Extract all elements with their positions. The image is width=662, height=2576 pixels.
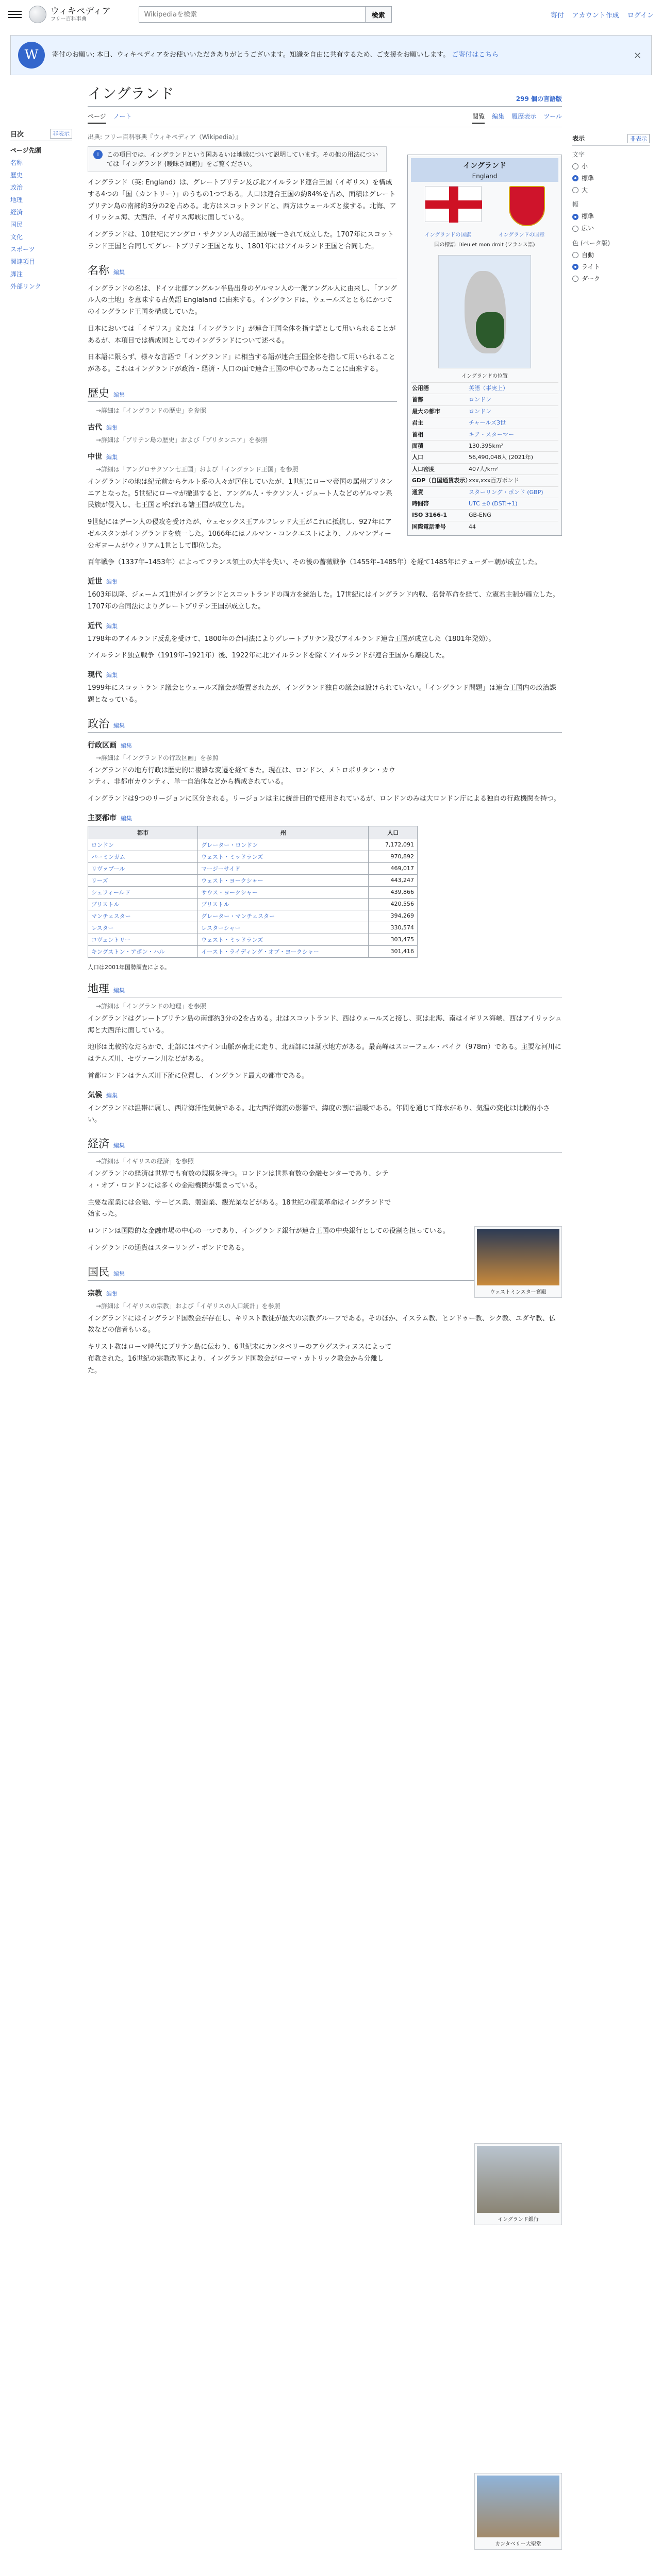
- hatnote: i この項目では、イングランドという国あるいは地域について説明しています。その他の用法については「イングランド (曖昧さ回避)」をご覧ください。: [88, 146, 387, 172]
- paragraph: 日本においては「イギリス」または「イングランド」が連合王国全体を指す語として用いられることがあるが、本項目では構成国としてのイングランドについて述べる。: [88, 325, 396, 345]
- edit-link[interactable]: 編集: [106, 672, 118, 679]
- toc-item-related[interactable]: 関連項目: [10, 258, 36, 265]
- paragraph: イングランドは9つのリージョンに区分される。リージョンは主に統計目的で使用されているが、ロンドンのみは大ロンドン庁による独自の行政機関を持つ。: [88, 795, 560, 803]
- motto: 国の標語: Dieu et mon droit (フランス語): [434, 242, 535, 248]
- site-tagline: フリー百科事典: [51, 16, 87, 22]
- wikipedia-globe-icon: [29, 6, 46, 23]
- paragraph: イングランドは温帯に属し、西岸海洋性気候である。北大西洋海流の影響で、緯度の割に温暖である。年間を通じて降水があり、気温の変化は比較的小さい。: [88, 1104, 550, 1124]
- main-content: [88, 82, 562, 1382]
- info-icon: i: [93, 150, 103, 159]
- color-dark[interactable]: ダーク: [572, 273, 650, 285]
- create-account-link[interactable]: アカウント作成: [572, 11, 619, 20]
- see-also: →詳細は「イングランドの行政区画」を参照: [96, 754, 219, 761]
- toc-item-name[interactable]: 名称: [10, 159, 23, 166]
- table-note: 人口は2001年国勢調査による。: [88, 963, 170, 971]
- article-body: [88, 177, 397, 552]
- westminster-thumb[interactable]: [474, 1226, 562, 1298]
- table-row: シェフィールド サウス・ヨークシャー 439,866: [88, 886, 418, 898]
- paragraph: 1603年以降、ジェームズ1世がイングランドとスコットランドの両方を統治した。17世紀にはイングランド内戦、名誉革命を経て、立憲君主制が確立した。1707年の合同法によりグレートブリテン王国が成立した。: [88, 591, 559, 611]
- header-bar: [0, 0, 662, 29]
- tab-edit[interactable]: 編集: [492, 113, 505, 120]
- column-header: 都市: [88, 826, 198, 839]
- infobox-row: 公用語 英語（事実上）: [411, 382, 558, 394]
- edit-link[interactable]: 編集: [113, 1142, 125, 1149]
- text-size-standard[interactable]: 標準: [572, 173, 650, 184]
- main-menu-icon[interactable]: [8, 8, 22, 21]
- subsection-heading-admin: 行政区画 編集: [88, 741, 132, 750]
- section-heading-politics: 政治 編集: [88, 716, 562, 733]
- table-row: ブリストル ブリストル 420,556: [88, 898, 418, 910]
- subsection-heading-medieval: 中世 編集: [88, 452, 118, 461]
- subsection-heading-contemporary: 現代 編集: [88, 671, 118, 679]
- infobox-row: 人口 56,490,048人 (2021年): [411, 451, 558, 463]
- donate-link[interactable]: 寄付: [550, 11, 564, 20]
- see-also: →詳細は「イギリスの宗教」および「イギリスの人口統計」を参照: [96, 1302, 280, 1310]
- paragraph: キリスト教はローマ時代にブリテン島に伝わり、6世紀末にカンタベリーのアウグスティヌスによって布教された。16世紀の宗教改革により、イングランド国教会がローマ・カトリック教会から分離した。: [88, 1343, 392, 1375]
- paragraph: ロンドンは国際的な金融市場の中心の一つであり、イングランド銀行が連合王国の中央銀行としての役割を担っている。: [88, 1227, 450, 1235]
- tab-article[interactable]: ページ: [88, 112, 106, 124]
- see-also: →詳細は「アングロサクソン七王国」および「イングランド王国」を参照: [96, 465, 299, 473]
- table-row: マンチェスター グレーター・マンチェスター 394,269: [88, 910, 418, 922]
- paragraph: 9世紀にはデーン人の侵攻を受けたが、ウェセックス王アルフレッド大王がこれに抵抗し、927年にアゼルスタンがイングランドを統一した。1066年にはノルマン・コンクエストにより、ノルマンディー公ギヨームがウィリアム1世として即位した。: [88, 518, 392, 550]
- edit-link[interactable]: 編集: [106, 579, 118, 585]
- infobox-row: 国際電話番号 44: [411, 521, 558, 532]
- infobox-row: 最大の都市 ロンドン: [411, 405, 558, 417]
- edit-link[interactable]: 編集: [113, 987, 125, 994]
- toc-item-sports[interactable]: スポーツ: [10, 246, 35, 253]
- infobox-subtitle: England: [411, 173, 558, 182]
- tab-read[interactable]: 閲覧: [472, 112, 485, 124]
- edit-link[interactable]: 編集: [113, 722, 125, 729]
- toc-hide-button[interactable]: 非表示: [50, 129, 72, 139]
- section-heading-name: 名称 編集: [88, 262, 397, 279]
- edit-link[interactable]: 編集: [106, 1290, 118, 1297]
- coa-caption[interactable]: イングランドの国章: [498, 232, 545, 238]
- tab-history[interactable]: 履歴表示: [511, 113, 537, 120]
- table-row: レスター レスターシャー 330,574: [88, 922, 418, 934]
- toc-item-top[interactable]: ページ先頭: [10, 147, 41, 154]
- tab-tools[interactable]: ツール: [543, 113, 562, 120]
- paragraph: イングランドの地は紀元前からケルト系の人々が居住していたが、1世紀にローマ帝国の属州ブリタンニアとなった。5世紀にローマが撤退すると、アングル人・サクソン人・ジュート人などのゲルマン系民族が侵入し、七王国と呼ばれる諸王国が成立した。: [88, 478, 393, 510]
- infobox-row: 面積 130,395km²: [411, 440, 558, 451]
- text-size-label: 文字: [572, 151, 585, 158]
- paragraph: イングランドの経済は世界でも有数の規模を持つ。ロンドンは世界有数の金融センターであり、シティ・オブ・ロンドンには多くの金融機関が集まっている。: [88, 1170, 389, 1190]
- table-row: ロンドン グレーター・ロンドン 7,172,091: [88, 839, 418, 851]
- text-size-small[interactable]: 小: [572, 161, 650, 173]
- infobox-row: GDP（自国通貨表示） xxx,xxx百万ポンド: [411, 474, 558, 486]
- toc-item-geography[interactable]: 地理: [10, 196, 23, 204]
- page-title: イングランド: [88, 85, 174, 102]
- subsection-heading-cities: 主要都市 編集: [88, 814, 132, 822]
- table-row: コヴェントリー ウェスト・ミッドランズ 303,475: [88, 934, 418, 945]
- site-logo[interactable]: [29, 6, 111, 23]
- toc-item-people[interactable]: 国民: [10, 221, 23, 228]
- site-name: ウィキペディア: [51, 6, 111, 17]
- banner-message: 寄付のお願い: 本日、ウィキペディアをお使いいただきありがとうございます。知識を自由に共有するため、ご支援をお願いします。: [52, 50, 450, 59]
- width-wide[interactable]: 広い: [572, 223, 650, 234]
- england-flag-image[interactable]: [425, 186, 482, 222]
- table-row: キングストン・アポン・ハル イースト・ライディング・オブ・ヨークシャー 301,416: [88, 945, 418, 957]
- toc-item-economy[interactable]: 経済: [10, 209, 23, 216]
- infobox: [407, 155, 562, 536]
- bank-thumb[interactable]: [474, 2143, 562, 2225]
- toc-item-notes[interactable]: 脚注: [10, 270, 23, 278]
- wikipedia-w-icon: W: [18, 42, 45, 69]
- column-header: 人口: [369, 826, 418, 839]
- paragraph: イングランドの通貨はスターリング・ポンドである。: [88, 1244, 249, 1252]
- paragraph: イングランドにはイングランド国教会が存在し、キリスト教徒が最大の宗教グループである。そのほか、イスラム教、ヒンドゥー教、シク教、ユダヤ教、仏教などの信者もいる。: [88, 1314, 556, 1334]
- color-label: 色 (ベータ版): [572, 239, 610, 247]
- see-also: →詳細は「ブリテン島の歴史」および「ブリタンニア」を参照: [96, 436, 268, 444]
- section-heading-economy: 経済 編集: [88, 1136, 562, 1153]
- infobox-row: 通貨 スターリング・ポンド (GBP): [411, 486, 558, 498]
- coat-of-arms-image[interactable]: [509, 186, 545, 226]
- section-heading-geography: 地理 編集: [88, 980, 562, 997]
- flag-caption[interactable]: イングランドの国旗: [424, 232, 471, 238]
- page-source-note: 出典: フリー百科事典『ウィキペディア（Wikipedia）』: [88, 133, 242, 141]
- table-row: リヴァプール マージーサイド 469,017: [88, 862, 418, 874]
- subsection-heading-climate: 気候 編集: [88, 1091, 118, 1099]
- infobox-row: 人口密度 407人/km²: [411, 463, 558, 474]
- map-caption: イングランドの位置: [461, 374, 508, 379]
- subsection-heading-modern: 近代 編集: [88, 621, 118, 630]
- table-row: リーズ ウェスト・ヨークシャー 443,247: [88, 874, 418, 886]
- thumb-caption: ウェストミンスター宮殿: [490, 1290, 547, 1295]
- infobox-row: 時間帯 UTC ±0 (DST:+1): [411, 498, 558, 509]
- toc-item-history[interactable]: 歴史: [10, 172, 23, 179]
- tab-talk[interactable]: ノート: [113, 113, 132, 120]
- section-heading-history: 歴史 編集: [88, 385, 397, 402]
- edit-link[interactable]: 編集: [113, 1270, 125, 1277]
- edit-link[interactable]: 編集: [106, 622, 118, 630]
- paragraph: イングランドはグレートブリテン島の南部約3分の2を占める。北はスコットランド、西はウェールズと接し、東は北海、南はイギリス海峡、西はアイリッシュ海と大西洋に面している。: [88, 1014, 562, 1035]
- close-icon[interactable]: ×: [634, 49, 642, 61]
- paragraph: イングランドの名は、ドイツ北部アングルン半島出身のゲルマン人の一派アングル人に由来し、「アングル人の土地」を意味する古英語 Englaland に由来する。イングランドは、ウェールズとともにかつてのイングランド王国を構成していた。: [88, 284, 397, 316]
- color-light[interactable]: ライト: [572, 261, 650, 273]
- paragraph: 首都ロンドンはテムズ川下流に位置し、イングランド最大の都市である。: [88, 1072, 309, 1080]
- city-table: [88, 826, 418, 958]
- search-input[interactable]: [139, 6, 366, 23]
- paragraph: 百年戦争（1337年–1453年）によってフランス領土の大半を失い、その後の薔薇戦争（1455年–1485年）を経て1485年にテューダー朝が成立した。: [88, 558, 541, 567]
- paragraph: 日本語に限らず、様々な言語で「イングランド」に相当する語が連合王国全体を指して用いられることがある。これはイングランドが政治・経済・人口の面で連合王国の中心であったことに由来する。: [88, 353, 395, 373]
- page-tabs: [88, 109, 562, 127]
- canterbury-cathedral-image[interactable]: [477, 2476, 559, 2537]
- see-also: →詳細は「イングランドの地理」を参照: [96, 1002, 206, 1010]
- section-heading-people: 国民 編集: [88, 1264, 562, 1281]
- paragraph: アイルランド独立戦争（1919年–1921年）後、1922年に北アイルランドを除くアイルランドが連合王国から離脱した。: [88, 652, 449, 660]
- donation-banner: [10, 35, 652, 75]
- paragraph: 1999年にスコットランド議会とウェールズ議会が設置されたが、イングランド独自の議会は設けられていない。「イングランド問題」は連合王国内の政治課題となっている。: [88, 684, 556, 704]
- text-size-large[interactable]: 大: [572, 184, 650, 196]
- table-row: バーミンガム ウェスト・ミッドランズ 970,892: [88, 851, 418, 862]
- paragraph: 地形は比較的なだらかで、北部にはペナイン山脈が南北に走り、北西部には湖水地方がある。最高峰はスコーフェル・パイク（978m）である。主要な河川にはテムズ川、セヴァーン川などがある。: [88, 1043, 561, 1063]
- see-also: →詳細は「イギリスの経済」を参照: [96, 1158, 194, 1165]
- edit-link[interactable]: 編集: [106, 424, 118, 431]
- toc-item-culture[interactable]: 文化: [10, 233, 23, 241]
- infobox-row: ISO 3166-1 GB-ENG: [411, 509, 558, 520]
- edit-link[interactable]: 編集: [113, 391, 125, 398]
- edit-link[interactable]: 編集: [106, 1092, 118, 1099]
- infobox-row: 首都 ロンドン: [411, 394, 558, 405]
- user-links: [551, 10, 654, 20]
- search-form: [139, 6, 392, 23]
- appearance-header: 表示: [572, 135, 585, 142]
- languages-button[interactable]: 299 個の言語版: [516, 95, 562, 103]
- edit-link[interactable]: 編集: [121, 742, 132, 749]
- column-header: 州: [198, 826, 369, 839]
- infobox-row: 首相 キア・スターマー: [411, 429, 558, 440]
- paragraph: 1798年のアイルランド反乱を受けて、1800年の合同法によりグレートブリテン及びアイルランド連合王国が成立した（1801年発効）。: [88, 635, 495, 643]
- bank-of-england-image[interactable]: [477, 2146, 559, 2213]
- see-also: →詳細は「イングランドの歴史」を参照: [96, 406, 206, 414]
- search-button[interactable]: 検索: [366, 6, 392, 23]
- subsection-heading-ancient: 古代 編集: [88, 423, 118, 432]
- edit-link[interactable]: 編集: [106, 453, 118, 461]
- thumb-caption: イングランド銀行: [498, 2217, 539, 2223]
- edit-link[interactable]: 編集: [113, 268, 125, 276]
- intro-paragraph: イングランド（英: England）は、グレートブリテン及び北アイルランド連合王国（イギリス）を構成する4つの「国（カントリー）」のうちの1つである。人口は連合王国の約84%を占め、面積はグレートブリテン島の南部約3分の2を占める。北方はスコットランドと、西方はウェールズと接する。北海、アイリッシュ海、大西洋、イギリス海峡に面している。: [88, 179, 396, 222]
- width-label: 幅: [572, 201, 579, 209]
- appearance-panel: [572, 129, 650, 284]
- color-auto[interactable]: 自動: [572, 249, 650, 261]
- infobox-title: イングランド: [411, 158, 558, 173]
- edit-link[interactable]: 編集: [121, 815, 132, 822]
- paragraph: イングランドの地方行政は歴史的に複雑な変遷を経てきた。現在は、ロンドン、メトロポリタン・カウンティ、非都市カウンティ、単一自治体などから構成されている。: [88, 766, 395, 786]
- infobox-row: 君主 チャールズ3世: [411, 417, 558, 428]
- cathedral-thumb[interactable]: [474, 2473, 562, 2550]
- appearance-hide-button[interactable]: 非表示: [627, 134, 650, 143]
- banner-link[interactable]: ご寄付はこちら: [452, 50, 499, 59]
- toc-header: 目次: [10, 131, 24, 139]
- paragraph: 主要な産業には金融、サービス業、製造業、観光業などがある。18世紀の産業革命はイングランドで始まった。: [88, 1198, 391, 1218]
- thumb-caption: カンタベリー大聖堂: [495, 2541, 541, 2547]
- toc-item-external[interactable]: 外部リンク: [10, 283, 41, 290]
- toc-item-politics[interactable]: 政治: [10, 184, 23, 191]
- intro-paragraph: イングランドは、10世紀にアングロ・サクソン人の諸王国が統一されて成立した。1707年にスコットランド王国と合同してグレートブリテン王国となり、1801年にはアイルランド王国と合同した。: [88, 231, 394, 250]
- table-of-contents: [10, 129, 72, 293]
- westminster-image[interactable]: [477, 1229, 559, 1285]
- location-map-image[interactable]: [438, 255, 531, 368]
- subsection-heading-early-modern: 近世 編集: [88, 578, 118, 586]
- subsection-heading-religion: 宗教 編集: [88, 1289, 118, 1298]
- width-standard[interactable]: 標準: [572, 211, 650, 223]
- login-link[interactable]: ログイン: [627, 11, 654, 20]
